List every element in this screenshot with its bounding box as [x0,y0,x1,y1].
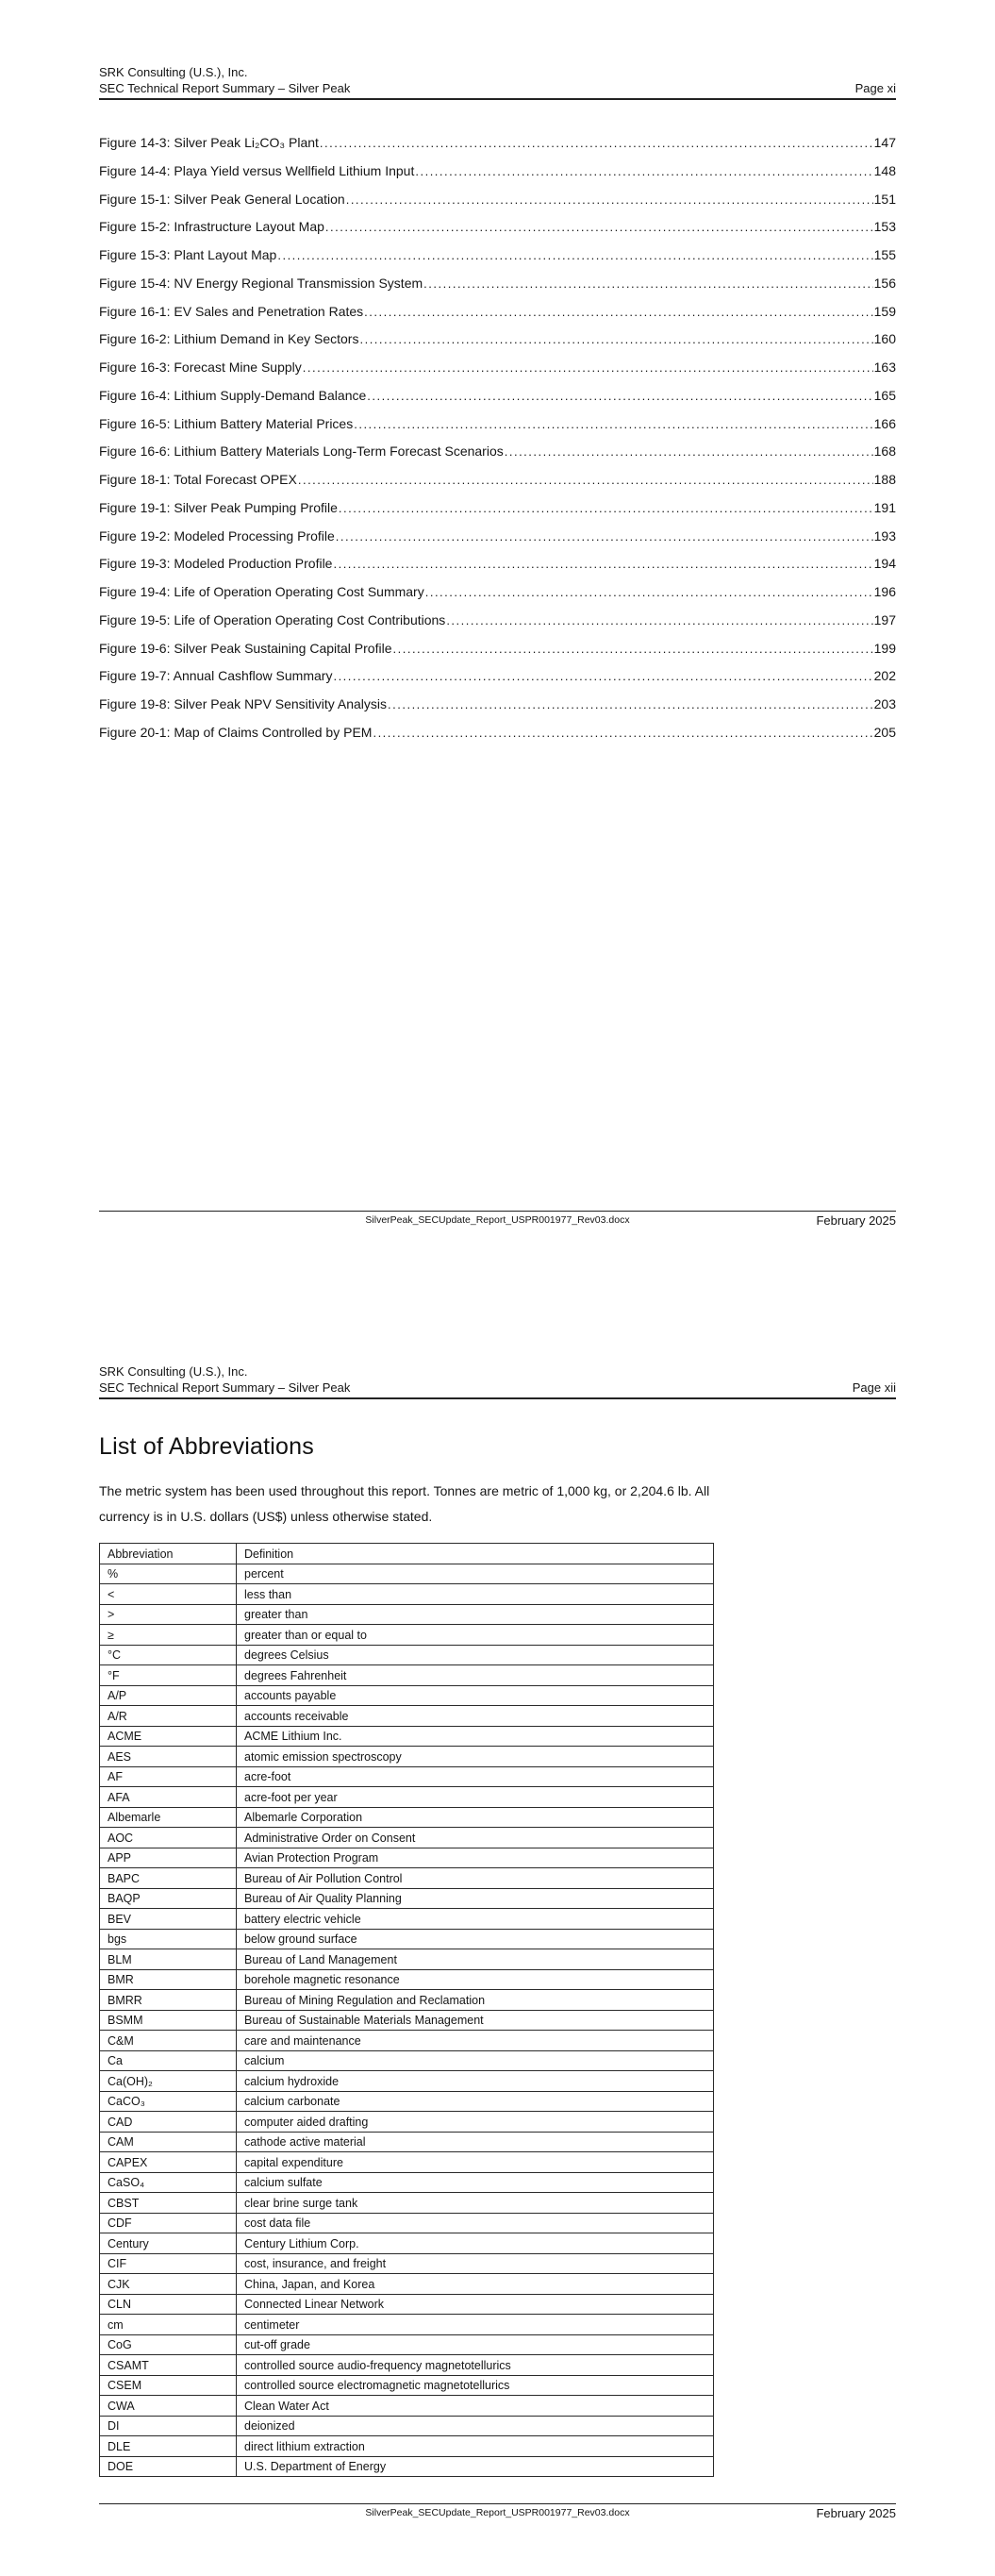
page-xii-header [99,1288,896,1396]
definition-cell: Bureau of Mining Regulation and Reclamation [237,1990,714,2011]
abbreviation-cell: Century [100,2233,237,2254]
abbreviation-row [100,1747,714,1767]
toc-entry-page: 194 [873,556,896,572]
abbreviation-row [100,2031,714,2051]
toc-dot-leader [346,186,873,214]
column-header-abbreviation: Abbreviation [100,1544,237,1564]
toc-entry [99,578,896,607]
definition-cell: accounts payable [237,1685,714,1706]
toc-entry-page: 191 [873,499,896,515]
toc-entry-label: Figure 19-2: Modeled Processing Profile [99,527,335,544]
abbreviation-cell: CJK [100,2274,237,2295]
toc-entry-label: Figure 14-4: Playa Yield versus Wellfield Lithium Input [99,162,415,178]
definition-cell: China, Japan, and Korea [237,2274,714,2295]
definition-cell: controlled source audio-frequency magnetotellurics [237,2355,714,2376]
definition-cell: degrees Celsius [237,1645,714,1665]
toc-entry-page: 197 [873,611,896,627]
toc-entry [99,410,896,439]
toc-dot-leader [303,354,873,382]
abbreviation-cell: Ca(OH)₂ [100,2071,237,2092]
page-number-label: Page xii [852,1380,896,1395]
toc-entry [99,129,896,158]
abbreviation-cell: BAQP [100,1888,237,1909]
document-date: February 2025 [816,2506,896,2520]
toc-dot-leader [388,691,873,719]
definition-cell: Administrative Order on Consent [237,1828,714,1848]
abbreviation-cell: DLE [100,2436,237,2457]
abbreviation-row [100,1848,714,1868]
toc-entry [99,186,896,214]
toc-entry [99,158,896,186]
toc-dot-leader [339,494,873,523]
definition-cell: below ground surface [237,1929,714,1949]
page-xii-footer [99,2503,896,2524]
toc-entry-label: Figure 15-2: Infrastructure Layout Map [99,219,324,235]
toc-entry-label: Figure 19-6: Silver Peak Sustaining Capital Profile [99,640,392,656]
toc-entry-page: 166 [873,415,896,431]
toc-entry [99,438,896,466]
definition-cell: ACME Lithium Inc. [237,1726,714,1747]
abbreviation-cell: ACME [100,1726,237,1747]
toc-entry [99,635,896,663]
page-number-label: Page xi [854,81,896,95]
definition-cell: percent [237,1564,714,1584]
abbreviation-row [100,2132,714,2152]
toc-entry [99,466,896,494]
toc-entry [99,354,896,382]
toc-entry [99,550,896,578]
page-xi-footer [99,1211,896,1231]
abbreviation-row [100,2294,714,2315]
abbreviation-cell: cm [100,2315,237,2335]
abbreviation-row [100,2396,714,2417]
org-name: SRK Consulting (U.S.), Inc. [99,1364,248,1379]
definition-cell: Avian Protection Program [237,1848,714,1868]
abbreviation-cell: % [100,1564,237,1584]
definition-cell: U.S. Department of Energy [237,2456,714,2477]
definition-cell: computer aided drafting [237,2112,714,2133]
toc-entry-page: 199 [873,640,896,656]
abbreviation-cell: CDF [100,2213,237,2233]
abbreviation-cell: CSEM [100,2375,237,2396]
toc-entry-page: 159 [873,303,896,319]
column-header-definition: Definition [237,1544,714,1564]
toc-dot-leader [359,326,872,354]
abbreviation-cell: BMR [100,1969,237,1990]
toc-entry-label: Figure 19-1: Silver Peak Pumping Profile [99,499,338,515]
abbreviation-cell: AES [100,1747,237,1767]
abbreviation-row [100,2152,714,2173]
abbreviations-header-row [100,1544,714,1564]
definition-cell: centimeter [237,2315,714,2335]
toc-entry-label: Figure 19-4: Life of Operation Operating Cost Summary [99,584,424,599]
toc-entry-label: Figure 15-4: NV Energy Regional Transmission System [99,275,423,291]
toc-entry [99,523,896,551]
toc-entry-label: Figure 18-1: Total Forecast OPEX [99,472,297,487]
toc-entry-label: Figure 16-2: Lithium Demand in Key Sectors [99,331,359,347]
toc-dot-leader [505,438,873,466]
toc-entry [99,494,896,523]
intro-line-2: currency is in U.S. dollars (US$) unless otherwise stated. [99,1509,433,1524]
toc-entry [99,298,896,326]
abbreviation-cell: AOC [100,1828,237,1848]
page-xii [0,1288,995,2576]
abbreviation-cell: Ca [100,2050,237,2071]
footer-rule [99,2503,896,2504]
definition-cell: borehole magnetic resonance [237,1969,714,1990]
abbreviation-row [100,2050,714,2071]
header-text-block [99,1363,350,1396]
abbreviation-cell: CAM [100,2132,237,2152]
toc-dot-leader [336,523,873,551]
header-rule [99,1397,896,1399]
abbreviation-row [100,2375,714,2396]
toc-entry-page: 156 [873,275,896,291]
abbreviation-row [100,1564,714,1584]
abbreviation-cell: DI [100,2416,237,2436]
definition-cell: capital expenditure [237,2152,714,2173]
abbreviation-row [100,2071,714,2092]
intro-paragraph [99,1479,896,1530]
definition-cell: Albemarle Corporation [237,1807,714,1828]
toc-dot-leader [446,607,872,635]
abbreviation-row [100,1706,714,1727]
abbreviation-cell: APP [100,1848,237,1868]
toc-entry-page: 151 [873,191,896,207]
definition-cell: clear brine surge tank [237,2193,714,2214]
abbreviation-row [100,1909,714,1930]
toc-entry-page: 202 [873,668,896,684]
toc-entry [99,719,896,747]
abbreviation-cell: AFA [100,1787,237,1808]
abbreviation-row [100,1929,714,1949]
abbreviation-row [100,2253,714,2274]
toc-entry-label: Figure 20-1: Map of Claims Controlled by PEM [99,724,373,740]
toc-entry-label: Figure 19-7: Annual Cashflow Summary [99,668,333,684]
header-text-block [99,64,350,96]
definition-cell: cost, insurance, and freight [237,2253,714,2274]
abbreviation-cell: CoG [100,2334,237,2355]
abbreviation-cell: C&M [100,2031,237,2051]
abbreviation-cell: °C [100,1645,237,1665]
abbreviation-cell: CBST [100,2193,237,2214]
abbreviation-row [100,2355,714,2376]
toc-entry-label: Figure 19-5: Life of Operation Operating Cost Contributions [99,611,446,627]
definition-cell: calcium carbonate [237,2091,714,2112]
definition-cell: calcium [237,2050,714,2071]
abbreviation-row [100,2274,714,2295]
toc-entry-page: 160 [873,331,896,347]
toc-dot-leader [333,550,872,578]
toc-entry-page: 155 [873,247,896,262]
toc-entry-page: 165 [873,387,896,403]
abbreviation-cell: BLM [100,1949,237,1970]
toc-dot-leader [367,382,872,410]
toc-entry-page: 193 [873,527,896,544]
abbreviation-cell: CWA [100,2396,237,2417]
toc-entry-label: Figure 16-6: Lithium Battery Materials Long-Term Forecast Scenarios [99,443,504,460]
definition-cell: greater than [237,1604,714,1625]
document-date: February 2025 [816,1213,896,1228]
abbreviation-row [100,1949,714,1970]
abbreviation-row [100,2010,714,2031]
intro-line-1: The metric system has been used throughout this report. Tonnes are metric of 1,000 kg, or 2,204.6 lb. All [99,1483,710,1498]
definition-cell: battery electric vehicle [237,1909,714,1930]
definition-cell: Connected Linear Network [237,2294,714,2315]
abbreviation-cell: CLN [100,2294,237,2315]
toc-dot-leader [393,635,873,663]
toc-entry [99,691,896,719]
abbreviation-row [100,2315,714,2335]
toc-dot-leader [320,129,873,158]
definition-cell: acre-foot [237,1766,714,1787]
definition-cell: cut-off grade [237,2334,714,2355]
abbreviation-row [100,2436,714,2457]
definition-cell: Bureau of Air Pollution Control [237,1868,714,1889]
abbreviation-row [100,1787,714,1808]
section-title: List of Abbreviations [99,1433,314,1460]
definition-cell: calcium sulfate [237,2172,714,2193]
abbreviation-cell: bgs [100,1929,237,1949]
abbreviation-cell: BSMM [100,2010,237,2031]
abbreviation-row [100,1807,714,1828]
toc-entry-label: Figure 19-8: Silver Peak NPV Sensitivity Analysis [99,696,388,711]
report-title: SEC Technical Report Summary – Silver Peak [99,1380,351,1395]
abbreviation-row [100,1868,714,1889]
toc-entry-label: Figure 16-3: Forecast Mine Supply [99,360,302,375]
abbreviation-row [100,2213,714,2233]
document-filename: SilverPeak_SECUpdate_Report_USPR001977_Rev03.docx [365,1214,630,1226]
abbreviation-cell: BEV [100,1909,237,1930]
definition-cell: controlled source electromagnetic magnetotellurics [237,2375,714,2396]
abbreviation-cell: CIF [100,2253,237,2274]
abbreviation-row [100,1685,714,1706]
list-of-figures [99,129,896,747]
toc-entry-label: Figure 15-3: Plant Layout Map [99,247,277,262]
toc-entry [99,242,896,270]
abbreviation-cell: CaSO₄ [100,2172,237,2193]
abbreviation-row [100,2416,714,2436]
abbreviation-cell: ≥ [100,1625,237,1646]
footer-row [99,1214,896,1231]
abbreviation-row [100,2112,714,2133]
toc-entry-page: 147 [873,135,896,150]
definition-cell: Century Lithium Corp. [237,2233,714,2254]
abbreviation-row [100,1584,714,1605]
definition-cell: accounts receivable [237,1706,714,1727]
toc-entry-label: Figure 14-3: Silver Peak Li₂CO₃ Plant [99,135,319,150]
abbreviation-row [100,1604,714,1625]
abbreviation-cell: CaCO₃ [100,2091,237,2112]
toc-dot-leader [277,242,872,270]
definition-cell: calcium hydroxide [237,2071,714,2092]
definition-cell: Bureau of Land Management [237,1949,714,1970]
definition-cell: care and maintenance [237,2031,714,2051]
abbreviations-table [99,1543,714,2477]
toc-entry-page: 203 [873,696,896,711]
abbreviation-row [100,1990,714,2011]
toc-dot-leader [425,578,873,607]
toc-entry-page: 153 [873,219,896,235]
abbreviation-row [100,1665,714,1686]
abbreviation-cell: CSAMT [100,2355,237,2376]
abbreviation-cell: CAPEX [100,2152,237,2173]
abbreviation-cell: DOE [100,2456,237,2477]
abbreviation-row [100,2193,714,2214]
abbreviation-cell: < [100,1584,237,1605]
abbreviation-row [100,2172,714,2193]
toc-entry [99,270,896,298]
toc-entry [99,213,896,242]
abbreviation-cell: Albemarle [100,1807,237,1828]
abbreviation-cell: BMRR [100,1990,237,2011]
definition-cell: direct lithium extraction [237,2436,714,2457]
abbreviation-row [100,1726,714,1747]
toc-entry-page: 205 [873,724,896,740]
abbreviation-cell: A/R [100,1706,237,1727]
abbreviation-row [100,1766,714,1787]
abbreviation-cell: A/P [100,1685,237,1706]
abbreviation-cell: > [100,1604,237,1625]
toc-entry-label: Figure 15-1: Silver Peak General Location [99,191,345,207]
toc-entry [99,607,896,635]
org-name: SRK Consulting (U.S.), Inc. [99,65,248,79]
abbreviation-row [100,1969,714,1990]
definition-cell: acre-foot per year [237,1787,714,1808]
abbreviation-cell: °F [100,1665,237,1686]
report-title: SEC Technical Report Summary – Silver Peak [99,81,351,95]
abbreviation-row [100,2091,714,2112]
toc-dot-leader [325,213,873,242]
toc-entry-label: Figure 16-5: Lithium Battery Material Prices [99,415,354,431]
definition-cell: deionized [237,2416,714,2436]
toc-dot-leader [364,298,872,326]
definition-cell: Bureau of Air Quality Planning [237,1888,714,1909]
toc-entry-label: Figure 16-4: Lithium Supply-Demand Balance [99,387,367,403]
abbreviation-row [100,1625,714,1646]
toc-entry-page: 163 [873,360,896,375]
abbreviation-row [100,2334,714,2355]
abbreviation-cell: AF [100,1766,237,1787]
page-xi-header [99,0,896,96]
abbreviation-row [100,1828,714,1848]
toc-entry [99,382,896,410]
definition-cell: cost data file [237,2213,714,2233]
abbreviation-cell: CAD [100,2112,237,2133]
abbreviation-row [100,1645,714,1665]
header-rule [99,98,896,100]
toc-dot-leader [423,270,872,298]
toc-dot-leader [354,410,872,439]
toc-entry [99,662,896,691]
toc-entry-page: 148 [873,162,896,178]
definition-cell: degrees Fahrenheit [237,1665,714,1686]
toc-entry-page: 188 [873,472,896,487]
definition-cell: less than [237,1584,714,1605]
toc-entry-label: Figure 16-1: EV Sales and Penetration Rates [99,303,364,319]
toc-dot-leader [415,158,872,186]
definition-cell: Clean Water Act [237,2396,714,2417]
abbreviation-cell: BAPC [100,1868,237,1889]
toc-entry-page: 196 [873,584,896,599]
toc-entry [99,326,896,354]
definition-cell: atomic emission spectroscopy [237,1747,714,1767]
toc-dot-leader [333,662,872,691]
abbreviation-row [100,1888,714,1909]
footer-rule [99,1211,896,1212]
abbreviation-row [100,2233,714,2254]
toc-entry-page: 168 [873,443,896,460]
definition-cell: cathode active material [237,2132,714,2152]
footer-row [99,2507,896,2524]
toc-dot-leader [298,466,873,494]
abbreviation-row [100,2456,714,2477]
definition-cell: greater than or equal to [237,1625,714,1646]
definition-cell: Bureau of Sustainable Materials Management [237,2010,714,2031]
document-filename: SilverPeak_SECUpdate_Report_USPR001977_Rev03.docx [365,2507,630,2518]
toc-entry-label: Figure 19-3: Modeled Production Profile [99,556,333,572]
toc-dot-leader [373,719,872,747]
